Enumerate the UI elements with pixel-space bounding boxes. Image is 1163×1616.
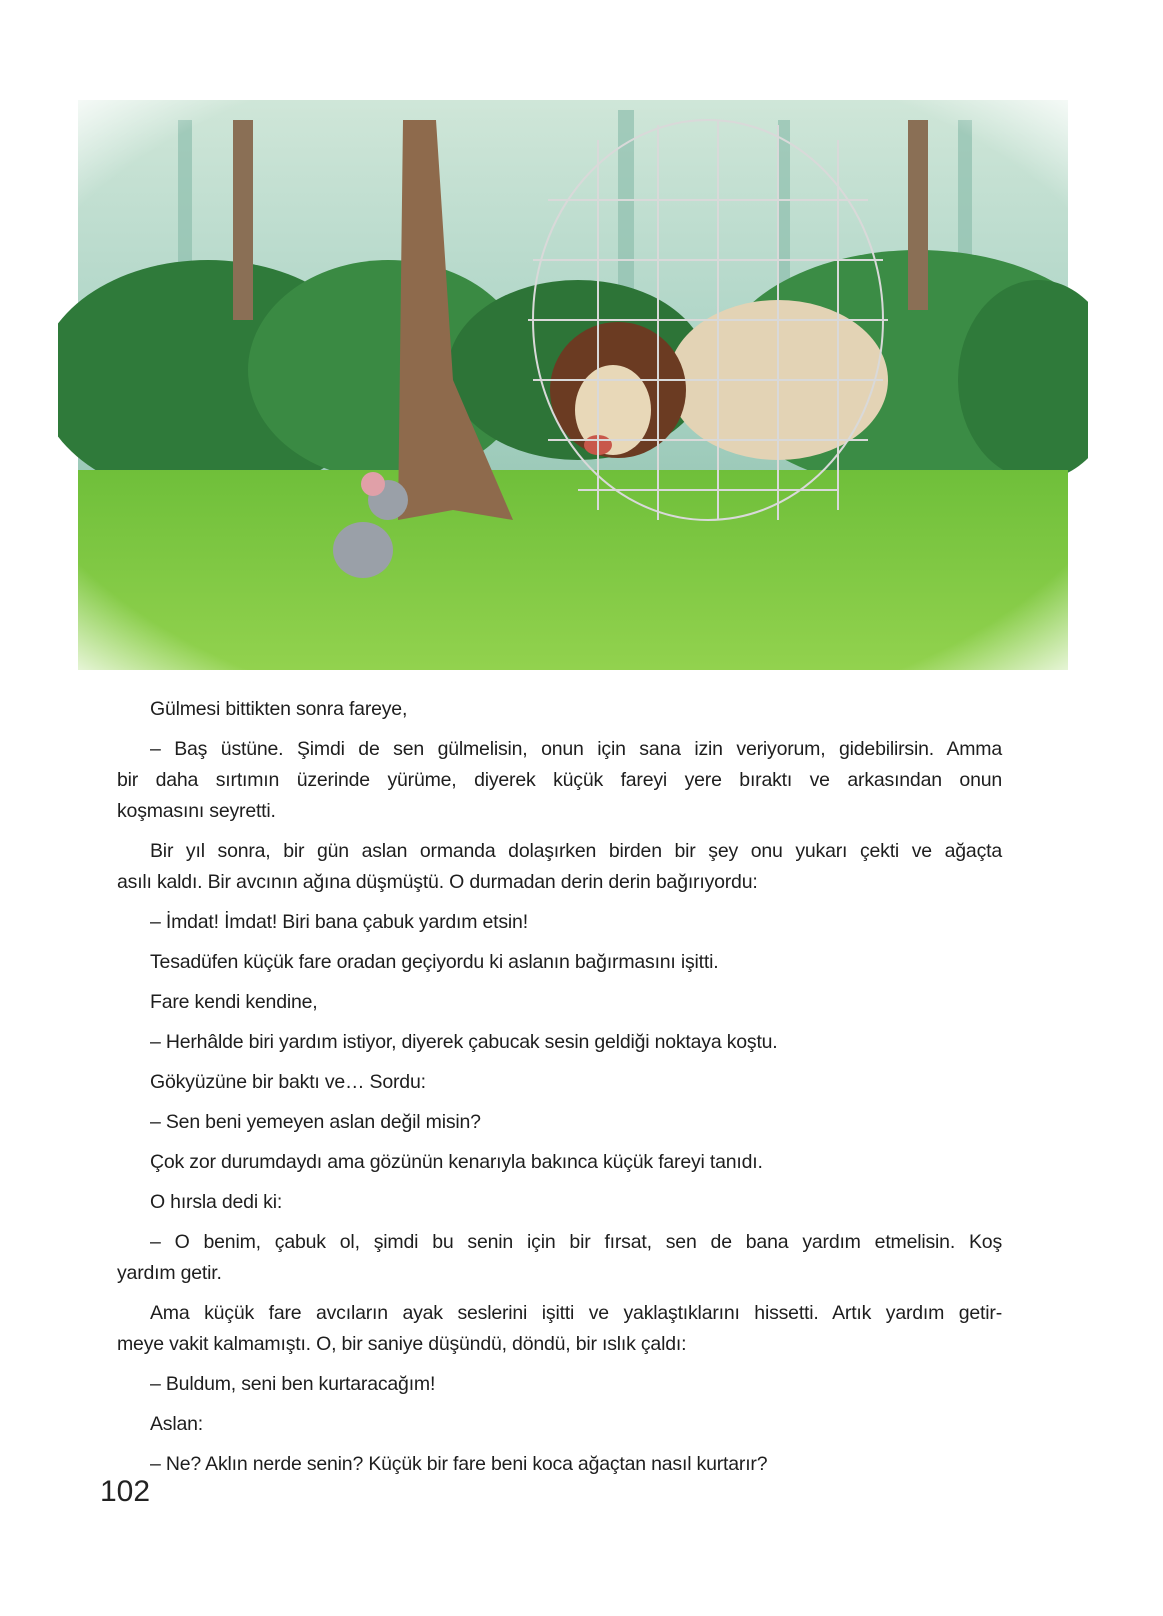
text-line: Gökyüzüne bir baktı ve… Sordu: xyxy=(150,1071,426,1093)
text-line: – Ne? Aklın nerde senin? Küçük bir fare beni koca ağaçtan nasıl kurtarır? xyxy=(150,1453,768,1475)
paragraph xyxy=(117,1027,1002,1058)
story-text xyxy=(117,694,1002,1489)
text-line: – Herhâlde biri yardım istiyor, diyerek çabucak sesin geldiği noktaya koştu. xyxy=(150,1031,778,1053)
story-illustration xyxy=(58,80,1088,692)
paragraph xyxy=(117,1147,1002,1178)
text-line: – Sen beni yemeyen aslan değil misin? xyxy=(150,1111,481,1133)
text-line: meye vakit kalmamıştı. O, bir saniye düşündü, döndü, bir ıslık çaldı: xyxy=(117,1333,687,1355)
vignette xyxy=(58,80,1088,692)
paragraph xyxy=(117,734,1002,827)
text-line: Gülmesi bittikten sonra fareye, xyxy=(150,698,408,720)
paragraph xyxy=(117,694,1002,725)
text-line: bir daha sırtımın üzerinde yürüme, diyerek küçük fareyi yere bıraktı ve arkasından onun xyxy=(117,769,1002,791)
text-line: Ama küçük fare avcıların ayak seslerini işitti ve yaklaştıklarını hissetti. Artık yardım getir- xyxy=(150,1302,1002,1324)
paragraph xyxy=(117,1067,1002,1098)
text-line: yardım getir. xyxy=(117,1262,222,1284)
page-number: 102 xyxy=(100,1475,151,1508)
paragraph xyxy=(117,836,1002,898)
text-line: Tesadüfen küçük fare oradan geçiyordu ki aslanın bağırmasını işitti. xyxy=(150,951,719,973)
text-line: – Baş üstüne. Şimdi de sen gülmelisin, onun için sana izin veriyorum, gidebilirsin. Amma xyxy=(150,738,1002,760)
text-line: – O benim, çabuk ol, şimdi bu senin için bir fırsat, sen de bana yardım etmelisin. Koş xyxy=(150,1231,1002,1253)
paragraph xyxy=(117,1107,1002,1138)
text-line: koşmasını seyretti. xyxy=(117,800,276,822)
paragraph xyxy=(117,1298,1002,1360)
text-line: Çok zor durumdaydı ama gözünün kenarıyla bakınca küçük fareyi tanıdı. xyxy=(150,1151,763,1173)
paragraph xyxy=(117,907,1002,938)
text-line: Fare kendi kendine, xyxy=(150,991,318,1013)
text-line: – Buldum, seni ben kurtaracağım! xyxy=(150,1373,436,1395)
text-line: Bir yıl sonra, bir gün aslan ormanda dolaşırken birden bir şey onu yukarı çekti ve ağaçta xyxy=(150,840,1002,862)
text-line: O hırsla dedi ki: xyxy=(150,1191,283,1213)
text-line: – İmdat! İmdat! Biri bana çabuk yardım etsin! xyxy=(150,911,528,933)
paragraph xyxy=(117,1369,1002,1400)
text-line: asılı kaldı. Bir avcının ağına düşmüştü. O durmadan derin derin bağırıyordu: xyxy=(117,871,758,893)
paragraph xyxy=(117,1409,1002,1440)
text-line: Aslan: xyxy=(150,1413,203,1435)
paragraph xyxy=(117,987,1002,1018)
paragraph xyxy=(117,947,1002,978)
paragraph xyxy=(117,1449,1002,1480)
paragraph xyxy=(117,1187,1002,1218)
paragraph xyxy=(117,1227,1002,1289)
